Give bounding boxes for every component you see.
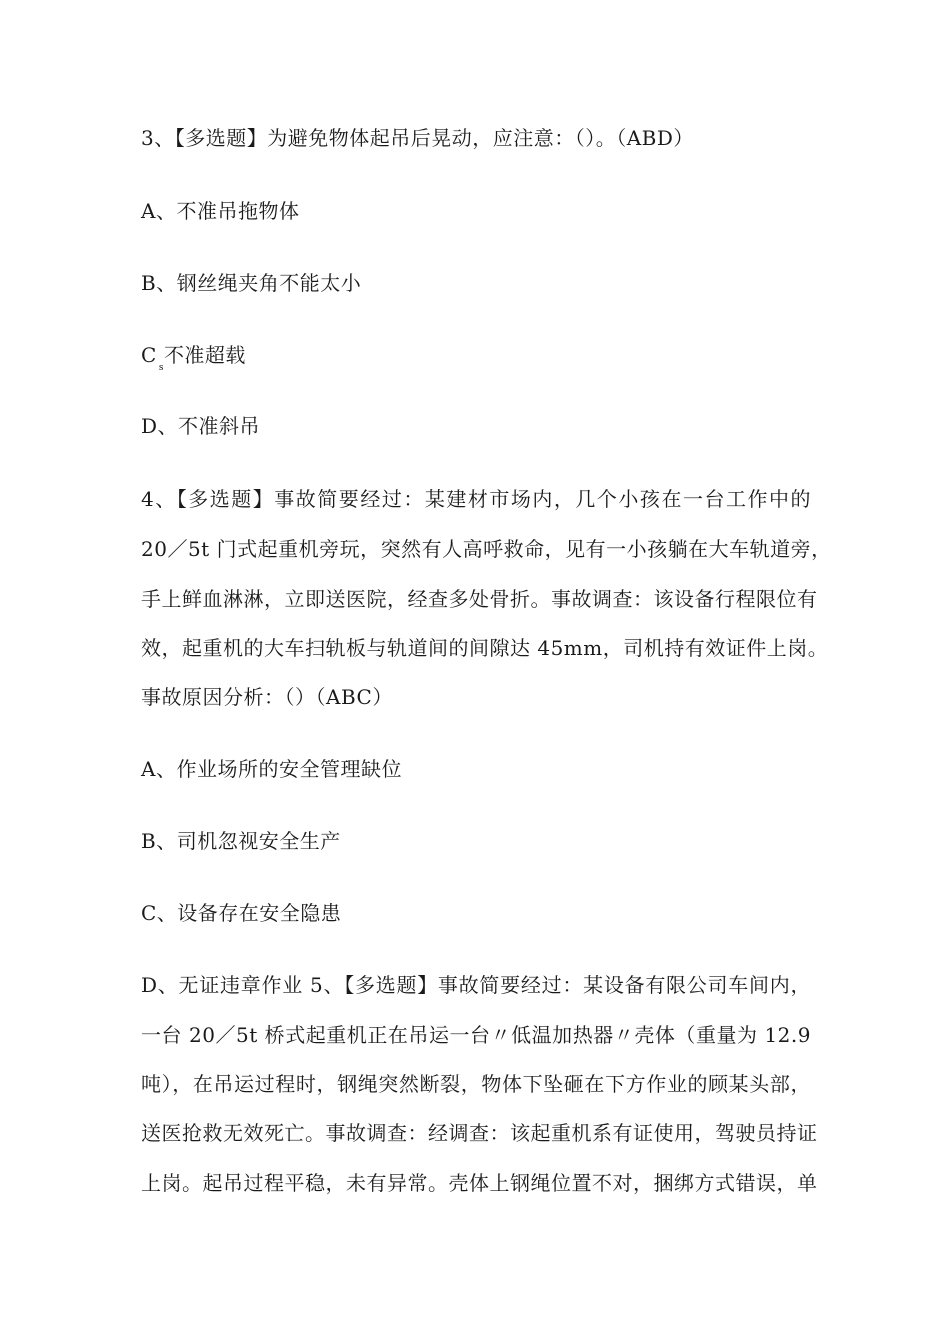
q4-option-b: B、司机忽视安全生产 [141,829,341,853]
q5-line-1: D、无证违章作业 5、【多选题】事故简要经过：某设备有限公司车间内， [141,973,811,997]
q4-stem-line-4: 效，起重机的大车扫轨板与轨道间的间隙达 45mm，司机持有效证件上岗。 [141,636,829,660]
q3-option-b: B、钢丝绳夹角不能太小 [141,271,362,295]
q4-option-c: C、设备存在安全隐患 [141,901,342,925]
q4-option-a: A、作业场所的安全管理缺位 [141,757,402,781]
q3-option-d: D、不准斜吊 [141,414,261,438]
q3-option-c-text: 不准超载 [163,343,246,367]
q4-stem-line-2: 20／5t 门式起重机旁玩，突然有人高呼救命，见有一小孩躺在大车轨道旁， [141,537,832,561]
q4-stem-line-5: 事故原因分析：（）（ABC） [141,685,393,709]
q5-line-3: 吨），在吊运过程时，钢绳突然断裂，物体下坠砸在下方作业的顾某头部， [141,1072,811,1096]
q3-option-c-letter: C [141,343,157,367]
q5-line-5: 上岗。起吊过程平稳，未有异常。壳体上钢绳位置不对，捆绑方式错误，单 [141,1171,818,1195]
q4-stem-line-1: 4、【多选题】事故简要经过：某建材市场内，几个小孩在一台工作中的 [141,487,811,511]
q5-line-2: 一台 20／5t 桥式起重机正在吊运一台〃低温加热器〃壳体（重量为 12.9 [141,1023,811,1047]
q5-line-4: 送医抢救无效死亡。事故调查：经调查：该起重机系有证使用，驾驶员持证 [141,1121,818,1145]
q4-stem-line-3: 手上鲜血淋淋，立即送医院，经查多处骨折。事故调查：该设备行程限位有 [141,587,818,611]
q3-stem: 3、【多选题】为避免物体起吊后晃动，应注意：（）。（ABD） [141,126,694,150]
q3-option-c-sub: s [158,363,164,373]
q3-option-c [141,341,246,382]
q3-option-a: A、不准吊拖物体 [141,199,300,223]
